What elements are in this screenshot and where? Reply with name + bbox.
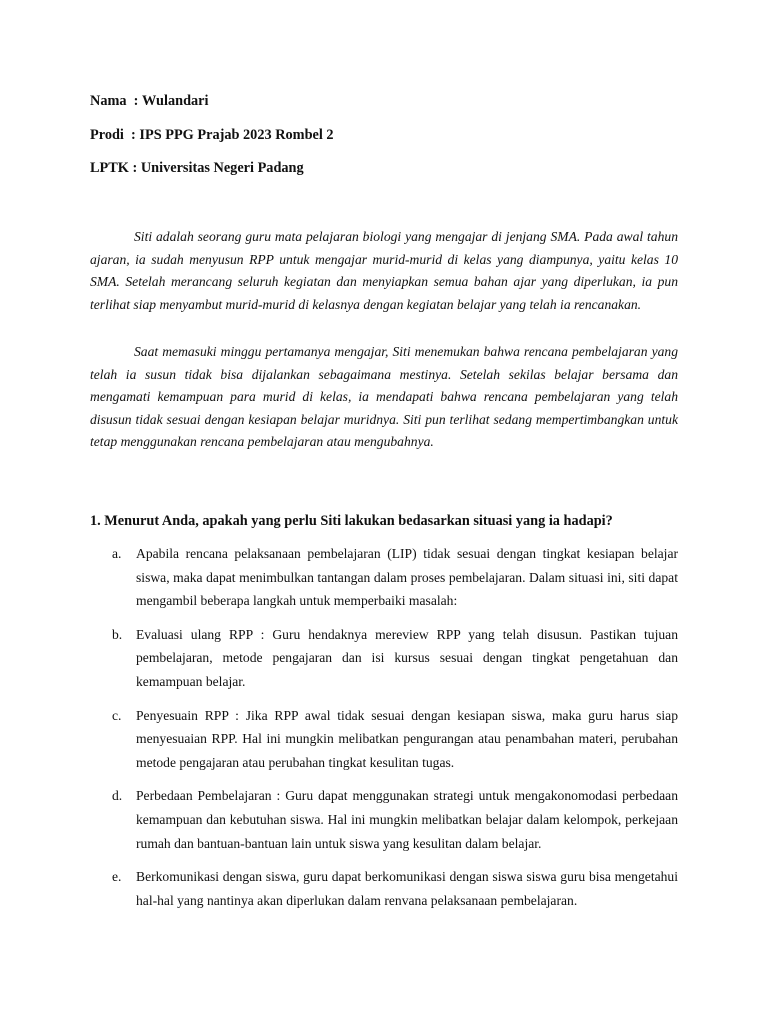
list-marker: c.: [112, 707, 122, 723]
list-item: [112, 865, 678, 912]
case-study-paragraph-1: Siti adalah seorang guru mata pelajaran biologi yang mengajar di jenjang SMA. Pada awal tahun ajaran, ia sudah menyusun RPP untuk mengajar murid-murid di kelas yang diampunya, yaitu kelas 10 SMA. Setelah merancang seluruh kegiatan dan menyiapkan semua bahan ajar yang diperlukan, ia pun terlihat siap menyambut murid-murid di kelasnya dengan kegiatan belajar yang telah ia rencanakan.: [90, 229, 678, 312]
name-label: Nama :: [90, 93, 143, 109]
prodi-line: [90, 126, 334, 144]
case-study-paragraph-2: Saat memasuki minggu pertamanya mengajar, Siti menemukan bahwa rencana pembelajaran yang telah ia susun tidak bisa dijalankan sebagaimana mestinya. Setelah sekilas belajar bersama dan mengamati kemampuan para murid di kelas, ia mendapati bahwa rencana pembelajaran yang telah disusun tidak sesuai dengan kesiapan belajar muridnya. Siti pun terlihat sedang mempertimbangkan untuk tetap menggunakan rencana pembelajaran atau mengubahnya.: [90, 344, 678, 450]
list-item: [112, 784, 678, 855]
answer-list: [112, 542, 678, 922]
list-item: [112, 623, 678, 694]
list-marker: b.: [112, 626, 123, 642]
list-marker: d.: [112, 788, 123, 804]
list-marker: e.: [112, 869, 122, 885]
list-item-text: Penyesuain RPP : Jika RPP awal tidak sesuai dengan kesiapan siswa, maka guru harus siap menyesuaian RPP. Hal ini mungkin melibatkan pengurangan atau penambahan materi, perubahan metode pengajaran atau perubahan tingkat kesulitan tugas.: [136, 707, 678, 770]
prodi-label: Prodi :: [90, 126, 140, 143]
identity-header: [90, 92, 334, 193]
list-marker: a.: [112, 546, 122, 561]
lptk-value: Universitas Negeri Padang: [140, 160, 304, 176]
list-item-text: Berkomunikasi dengan siswa, guru dapat berkomunikasi dengan siswa siswa guru bisa mengetahui hal-hal yang nantinya akan diperlukan dalam renvana pelaksanaan pembelajaran.: [136, 869, 678, 908]
list-item-text: Apabila rencana pelaksanaan pembelajaran (LIP) tidak sesuai dengan tingkat kesiapan belajar siswa, maka dapat menimbulkan tantangan dalam proses pembelajaran. Dalam situasi ini, siti dapat mengambil beberapa langkah untuk memperbaiki masalah:: [136, 546, 678, 609]
list-item: [112, 704, 678, 775]
list-item: [112, 542, 678, 613]
lptk-label: LPTK :: [90, 160, 141, 176]
name-value: Wulandari: [142, 93, 209, 109]
question-1-heading: 1. Menurut Anda, apakah yang perlu Siti lakukan bedasarkan situasi yang ia hadapi?: [90, 513, 613, 529]
prodi-value: IPS PPG Prajab 2023 Rombel 2: [139, 126, 334, 143]
list-item-text: Evaluasi ulang RPP : Guru hendaknya mereview RPP yang telah disusun. Pastikan tujuan pembelajaran, metode pengajaran dan isi kursus sesuai dengan tingkat pengetahuan dan kemampuan belajar.: [136, 626, 678, 689]
list-item-text: Perbedaan Pembelajaran : Guru dapat menggunakan strategi untuk mengakonomodasi perbedaan kemampuan dan kebutuhan siswa. Hal ini mungkin melibatkan belajar dalam kelompok, perkejaan rumah dan bantuan-bantuan lain untuk siswa yang kesulitan dalam belajar.: [136, 788, 678, 851]
name-line: [90, 92, 334, 110]
lptk-line: [90, 159, 334, 177]
